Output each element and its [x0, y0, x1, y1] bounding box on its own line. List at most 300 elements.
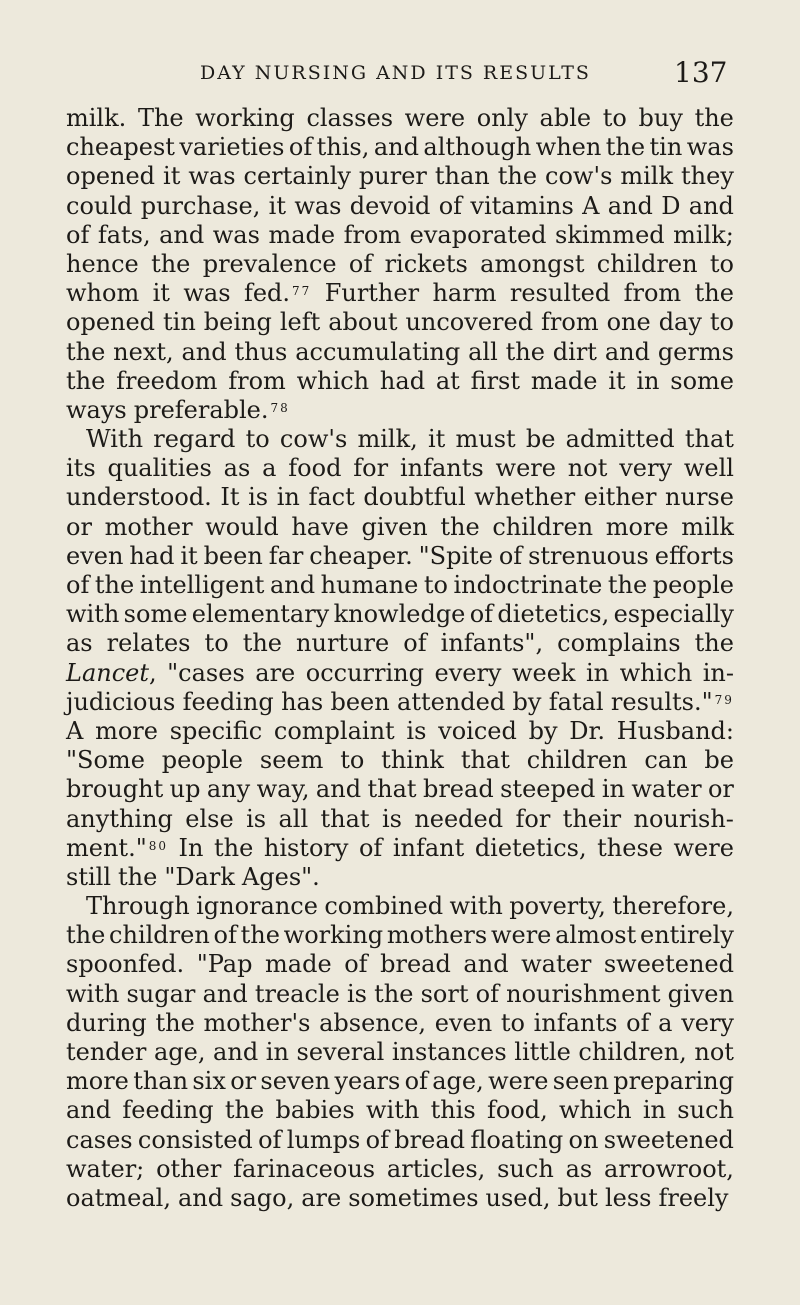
word: the — [155, 1008, 195, 1037]
word: to — [709, 308, 734, 337]
word: rickets — [384, 249, 468, 278]
word: purer — [358, 162, 427, 191]
word: lumps — [286, 1125, 361, 1154]
word: to — [500, 1008, 525, 1037]
word: and — [688, 191, 734, 220]
journal-title: Lancet — [66, 658, 149, 687]
word: although — [423, 133, 532, 162]
word: and — [607, 191, 653, 220]
word: infant — [392, 833, 465, 862]
word: freedom — [116, 366, 218, 395]
text-line — [66, 104, 734, 133]
word: far — [268, 541, 304, 570]
word: a — [262, 454, 277, 483]
word: the — [151, 249, 191, 278]
word: other — [156, 1154, 222, 1183]
word: at — [435, 366, 460, 395]
text-line — [66, 192, 734, 221]
word: accumulating — [295, 337, 461, 366]
word: intelligent — [139, 571, 265, 599]
word: sugar — [126, 979, 196, 1008]
word: and — [463, 950, 509, 979]
word: to — [340, 746, 365, 775]
word: in — [585, 658, 610, 687]
word: one — [606, 308, 651, 337]
word: to — [709, 249, 734, 278]
word: must — [455, 425, 516, 454]
word: certainly — [243, 162, 351, 191]
word: of — [498, 541, 523, 570]
word: results." $^{79}$ — [610, 687, 734, 716]
word: been — [330, 687, 390, 716]
word: able — [539, 104, 592, 132]
word: of — [358, 833, 383, 862]
word: feeding — [122, 1096, 214, 1125]
word: needed — [414, 804, 504, 833]
word: steeped — [500, 775, 596, 804]
word: was — [294, 191, 342, 220]
text-line — [66, 308, 734, 337]
word: Dr. — [569, 716, 605, 745]
word: this, — [316, 133, 370, 162]
word: the — [497, 162, 538, 191]
word: humane — [320, 571, 419, 599]
text-line — [66, 571, 734, 600]
word: the — [605, 133, 646, 162]
word: as — [66, 629, 93, 658]
word: Ages". — [241, 862, 320, 891]
word: purchase, — [140, 191, 261, 220]
word: people — [652, 571, 734, 599]
word: than — [133, 1067, 189, 1096]
word: infants — [533, 1008, 618, 1037]
text-line — [66, 483, 734, 512]
word: only — [476, 104, 528, 132]
word: water — [631, 775, 702, 804]
word: in — [265, 1038, 289, 1066]
word: made — [265, 950, 332, 979]
word: "Spite — [418, 541, 493, 570]
word: six — [192, 1067, 226, 1096]
word: dietetics, — [497, 600, 610, 629]
word: the — [240, 921, 280, 950]
word: which — [619, 658, 693, 687]
word: preparing — [613, 1067, 734, 1096]
word: the — [242, 629, 282, 658]
word: in — [601, 775, 625, 804]
word: less — [604, 1183, 652, 1212]
word: on — [568, 1125, 599, 1154]
word: to — [245, 425, 270, 454]
word: Lancet, — [66, 658, 157, 687]
word: ways — [66, 395, 127, 424]
word: very — [619, 454, 672, 483]
word: With — [86, 425, 144, 454]
word: they — [681, 162, 734, 191]
word: the — [505, 337, 545, 366]
word: were — [490, 921, 552, 950]
word: it — [180, 541, 198, 570]
word: were — [404, 104, 466, 132]
word: either — [583, 483, 657, 512]
word: dietetics, — [474, 833, 587, 862]
word: and — [213, 1038, 259, 1066]
word: as — [565, 1154, 593, 1183]
text-line — [66, 892, 734, 921]
word: children — [596, 249, 698, 278]
word: nourishment — [506, 979, 661, 1008]
word: almost — [555, 921, 637, 950]
word: Through — [86, 892, 190, 921]
word: from — [541, 308, 599, 337]
word: given — [361, 512, 428, 541]
word: infants — [399, 454, 484, 483]
word: bread — [380, 950, 451, 979]
text-line — [66, 659, 734, 688]
text-line — [66, 629, 734, 658]
text-line — [66, 250, 734, 279]
word: Further — [324, 279, 420, 308]
word: than — [434, 162, 490, 191]
word: understood. — [66, 483, 212, 512]
word: history — [263, 833, 349, 862]
word: seen — [552, 1067, 609, 1096]
word: with — [66, 600, 120, 629]
text-line — [66, 1184, 734, 1213]
word: hence — [66, 249, 139, 278]
word: combined — [324, 892, 444, 921]
word: attended — [397, 687, 506, 716]
word: brought — [66, 775, 164, 804]
text-line — [66, 1126, 734, 1155]
text-line — [66, 950, 734, 979]
word: especially — [613, 600, 734, 629]
word: more — [95, 716, 158, 745]
word: fats, — [97, 220, 151, 249]
word: of — [344, 950, 368, 979]
word: vitamins — [470, 191, 574, 220]
word: the — [440, 512, 480, 541]
word: A — [66, 716, 84, 745]
word: food, — [486, 1096, 548, 1125]
word: it — [608, 366, 626, 395]
word: consisted — [137, 1125, 253, 1154]
word: given — [667, 979, 734, 1008]
word: of — [213, 921, 237, 950]
word: to — [204, 629, 229, 658]
word: of — [365, 1125, 389, 1154]
text-line — [66, 513, 734, 542]
word: be — [525, 425, 556, 454]
word: tin — [163, 308, 196, 337]
word: "cases — [167, 658, 245, 687]
word: thus — [234, 337, 288, 366]
word: that — [684, 425, 734, 454]
word: In — [178, 833, 204, 862]
word: seem — [259, 746, 324, 775]
word: working — [195, 104, 295, 132]
word: uncovered — [405, 308, 534, 337]
word: it — [268, 191, 286, 220]
word: relates — [106, 629, 191, 658]
text-line — [66, 600, 734, 629]
word: when — [535, 133, 602, 162]
word: specific — [169, 716, 263, 745]
word: nourish- — [633, 804, 734, 833]
word: the — [694, 279, 734, 308]
word: children — [109, 921, 210, 950]
word: devoid — [349, 191, 431, 220]
word: week — [511, 658, 576, 687]
word: still — [66, 862, 111, 891]
word: and — [269, 571, 316, 599]
word: been — [203, 541, 263, 570]
word: more — [605, 512, 669, 541]
word: or — [230, 1067, 257, 1096]
running-head: DAY NURSING AND ITS RESULTS — [200, 62, 591, 84]
word: in- — [702, 658, 734, 687]
word: mother's — [203, 1008, 311, 1037]
word: was — [686, 133, 734, 162]
word: is — [346, 979, 367, 1008]
word: "Some — [66, 746, 145, 775]
word: freely — [658, 1183, 729, 1212]
text-line — [66, 396, 734, 425]
word: regard — [153, 425, 236, 454]
word: instances — [391, 1038, 507, 1066]
word: "Dark — [164, 862, 235, 891]
word: entirely — [640, 921, 734, 950]
word: age, — [432, 1067, 484, 1096]
text-line — [66, 834, 734, 863]
text-line — [66, 425, 734, 454]
word: poverty, — [509, 892, 606, 921]
word: made — [268, 220, 336, 249]
word: elementary — [191, 600, 330, 629]
word: being — [203, 308, 272, 337]
word: that — [320, 804, 370, 833]
word: of — [475, 979, 499, 1008]
word: amongst — [480, 249, 585, 278]
word: of — [403, 629, 427, 658]
text-line — [66, 775, 734, 804]
word: of — [66, 571, 90, 599]
word: milk — [681, 512, 734, 541]
word: ignorance — [196, 892, 318, 921]
word: as — [223, 454, 251, 483]
word: with — [449, 892, 503, 921]
word: floating — [470, 1125, 564, 1154]
word: a — [658, 1008, 673, 1037]
text-line — [66, 863, 734, 892]
word: prevalence — [202, 249, 337, 278]
word: which — [559, 1096, 632, 1125]
word: were — [488, 1067, 549, 1096]
word: was — [212, 220, 260, 249]
word: way, — [256, 775, 310, 804]
word: had — [379, 366, 426, 395]
word: by — [528, 716, 558, 745]
word: buy — [638, 104, 683, 132]
word: several — [296, 1038, 385, 1066]
word: it — [152, 279, 170, 308]
body-text — [66, 104, 734, 1213]
word: therefore, — [612, 892, 734, 921]
word: judicious — [66, 687, 176, 716]
word: first — [470, 366, 521, 395]
word: tender — [66, 1038, 147, 1066]
word: any — [206, 775, 251, 804]
word: D — [661, 191, 681, 220]
word: whom — [66, 279, 140, 308]
word: used, — [485, 1183, 551, 1212]
word: tin — [649, 133, 683, 162]
word: absence, — [319, 1008, 427, 1037]
footnote-marker: 80 — [148, 838, 169, 853]
text-line — [66, 1038, 734, 1067]
word: very — [681, 1008, 734, 1037]
word: in — [276, 483, 300, 512]
word: indoctrinate — [453, 571, 603, 599]
word: doubtful — [363, 483, 466, 512]
word: have — [291, 512, 349, 541]
word: of — [288, 133, 313, 162]
word: nurse — [665, 483, 734, 512]
word: the — [374, 979, 414, 1008]
text-line — [66, 1067, 734, 1096]
text-line — [66, 454, 734, 483]
text-line — [66, 717, 734, 746]
word: spoonfed. — [66, 950, 185, 979]
word: that — [460, 746, 510, 775]
word: Husband: — [616, 716, 734, 745]
word: of — [348, 249, 373, 278]
word: bread — [422, 775, 494, 804]
word: articles, — [386, 1154, 486, 1183]
word: and — [315, 775, 362, 804]
word: farinaceous — [233, 1154, 376, 1183]
word: by — [512, 687, 542, 716]
word: all — [278, 804, 309, 833]
word: skimmed — [555, 220, 665, 249]
word: harm — [432, 279, 497, 308]
word: sort — [420, 979, 469, 1008]
word: from — [343, 220, 402, 249]
word: age, — [153, 1038, 206, 1066]
word: mother — [104, 512, 193, 541]
text-line — [66, 805, 734, 834]
word: of — [66, 220, 90, 249]
text-line — [66, 1096, 734, 1125]
word: is — [381, 804, 402, 833]
word: every — [434, 658, 502, 687]
word: it — [427, 425, 446, 454]
footnote-marker: 78 — [270, 400, 290, 415]
word: its — [66, 454, 96, 483]
text-line — [66, 133, 734, 162]
word: working — [283, 921, 384, 950]
word: has — [281, 687, 324, 716]
text-line — [66, 542, 734, 571]
word: evaporated — [409, 220, 547, 249]
word: their — [562, 804, 622, 833]
word: is — [246, 804, 267, 833]
word: cow's — [279, 425, 348, 454]
word: food — [288, 454, 342, 483]
word: well — [683, 454, 734, 483]
word: but — [557, 1183, 598, 1212]
word: of — [404, 1067, 428, 1096]
word: varieties — [179, 133, 285, 162]
word: and — [181, 337, 227, 366]
word: nurture — [296, 629, 390, 658]
word: more — [66, 1067, 129, 1096]
word: sweetened — [603, 950, 734, 979]
word: germs — [657, 337, 734, 366]
word: are — [255, 658, 296, 687]
word: A — [582, 191, 600, 220]
word: water; — [66, 1154, 145, 1183]
word: fatal — [548, 687, 604, 716]
word: day — [658, 308, 702, 337]
word: can — [644, 746, 688, 775]
word: were — [495, 454, 556, 483]
word: milk — [620, 162, 674, 191]
word: It — [220, 483, 240, 512]
word: and — [202, 979, 248, 1008]
word: sometimes — [348, 1183, 479, 1212]
word: else — [185, 804, 234, 833]
word: during — [66, 1008, 147, 1037]
word: the — [66, 366, 106, 395]
word: and — [177, 1183, 224, 1212]
word: are — [301, 1183, 342, 1212]
word: children, — [578, 1038, 687, 1066]
word: or — [707, 775, 734, 804]
word: preferable. $^{78}$ — [133, 395, 290, 424]
word: would — [205, 512, 279, 541]
word: the — [694, 104, 734, 132]
word: with — [365, 1096, 420, 1125]
word: years — [334, 1067, 401, 1096]
word: little — [514, 1038, 571, 1066]
word: cheapest — [66, 133, 175, 162]
word: fact — [308, 483, 355, 512]
word: The — [137, 104, 184, 132]
word: "Pap — [196, 950, 253, 979]
text-line — [66, 1155, 734, 1184]
word: to — [423, 571, 448, 599]
word: the — [118, 862, 158, 891]
word: made — [530, 366, 598, 395]
text-line — [66, 921, 734, 950]
word: left — [279, 308, 321, 337]
word: seven — [260, 1067, 331, 1096]
word: or — [66, 512, 92, 541]
word: from — [228, 366, 286, 395]
word: of — [469, 600, 494, 629]
word: for — [515, 804, 551, 833]
word: not — [694, 1038, 734, 1066]
word: ment." $^{80}$ — [66, 833, 169, 862]
word: these — [597, 833, 663, 862]
word: bread — [394, 1125, 466, 1154]
text-line — [66, 688, 734, 717]
word: dirt — [552, 337, 597, 366]
word: had — [129, 541, 175, 570]
word: fed. $^{77}$ — [243, 279, 312, 308]
word: the — [214, 833, 254, 862]
